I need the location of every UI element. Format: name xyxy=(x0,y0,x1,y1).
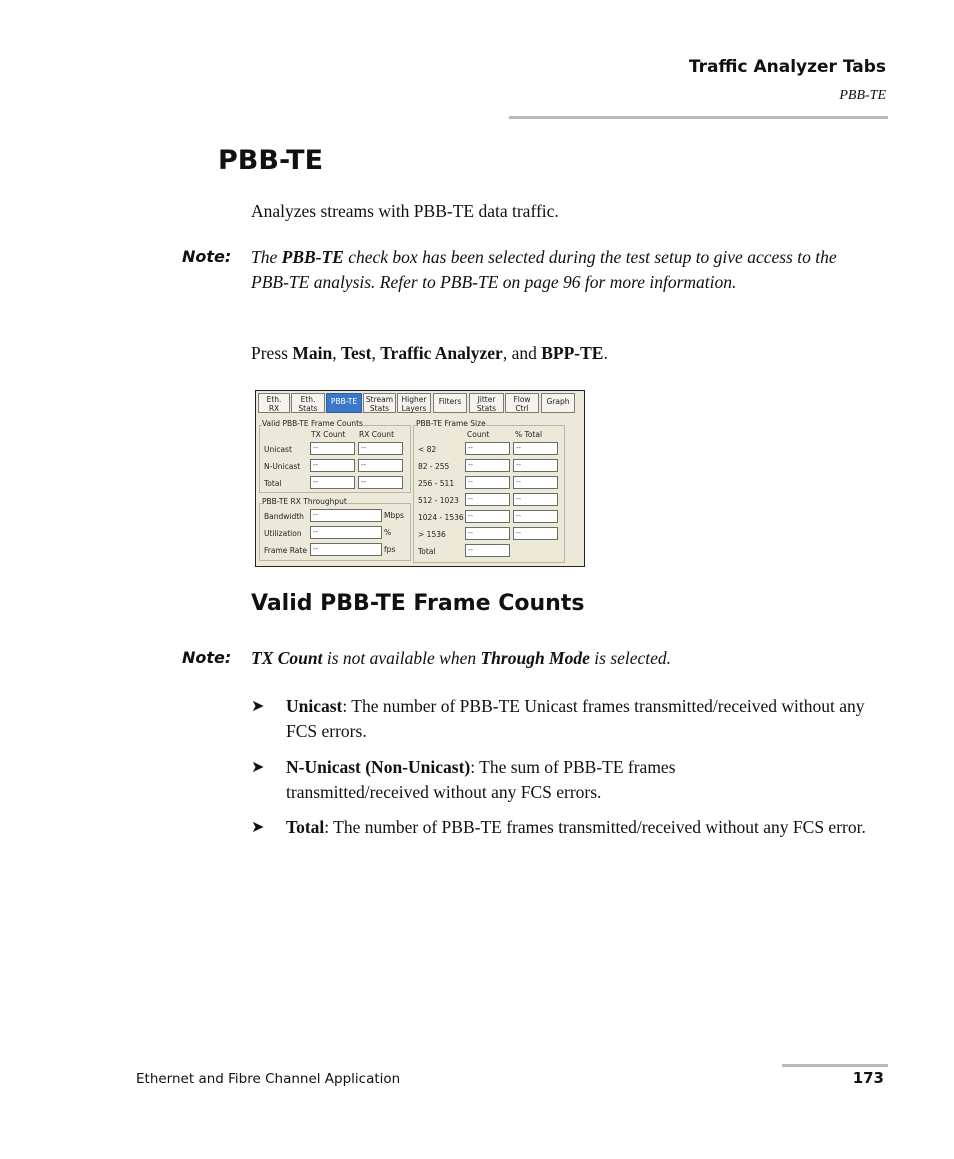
n-unicast-rx-field: -- xyxy=(358,459,403,472)
tab-jitter-stats[interactable] xyxy=(469,393,504,413)
size-total-label: Total xyxy=(418,547,436,556)
tab-label: Jitter xyxy=(477,395,496,404)
tab-label: Stats xyxy=(369,403,390,413)
pbb-te-screenshot xyxy=(255,390,585,567)
bullet-term: Unicast xyxy=(286,696,343,716)
arrow-bullet-icon: ➤ xyxy=(251,698,265,715)
utilization-label: Utilization xyxy=(264,529,302,538)
rx-count-header: RX Count xyxy=(359,430,395,439)
frame-rate-label: Frame Rate xyxy=(264,546,307,555)
tab-eth-stats[interactable] xyxy=(291,393,325,413)
size-pct-field: -- xyxy=(513,459,558,472)
utilization-unit: % xyxy=(384,528,392,537)
bullet-desc: : The number of PBB-TE frames transmitted/received without any FCS error. xyxy=(324,817,866,837)
size-label: 512 - 1023 xyxy=(418,496,459,505)
bullet-text xyxy=(286,815,887,840)
header-rule xyxy=(509,116,888,119)
footer-rule xyxy=(782,1064,888,1067)
note-through-mode xyxy=(251,646,861,671)
press-traffic-analyzer: Traffic Analyzer xyxy=(380,343,503,363)
bullet-desc: : The sum of PBB-TE frames transmitted/received without any FCS errors. xyxy=(286,757,676,802)
tab-label: Layers xyxy=(401,403,427,413)
tab-label: Higher xyxy=(401,395,427,404)
intro-paragraph: Analyzes streams with PBB-TE data traffic. xyxy=(251,201,559,221)
total-rx-field: -- xyxy=(358,476,403,489)
size-count-field: -- xyxy=(465,527,510,540)
tab-label: Eth. xyxy=(300,395,316,404)
note-post: check box has been selected during the test setup to give access to the PBB-TE analysis. Refer to PBB-TE on page 96 for more information. xyxy=(251,247,837,292)
frame-counts-title: Valid PBB-TE Frame Counts xyxy=(262,419,363,428)
size-pct-field: -- xyxy=(513,476,558,489)
bullet-text xyxy=(286,755,756,805)
bandwidth-field: -- xyxy=(310,509,382,522)
size-pct-field: -- xyxy=(513,510,558,523)
size-total-count-field: -- xyxy=(465,544,510,557)
press-sep1: , xyxy=(332,343,341,363)
note-pre: The xyxy=(251,247,282,267)
frame-size-title: PBB-TE Frame Size xyxy=(416,419,486,428)
bandwidth-label: Bandwidth xyxy=(264,512,304,521)
unicast-tx-field: -- xyxy=(310,442,355,455)
press-instruction xyxy=(251,341,608,366)
tab-graph[interactable] xyxy=(541,393,575,413)
size-pct-field: -- xyxy=(513,493,558,506)
tab-stream-stats[interactable] xyxy=(363,393,396,413)
size-pct-field: -- xyxy=(513,527,558,540)
bullet-desc: : The number of PBB-TE Unicast frames transmitted/received without any FCS errors. xyxy=(286,696,865,741)
size-count-field: -- xyxy=(465,510,510,523)
total-label: Total xyxy=(264,479,282,488)
press-main: Main xyxy=(292,343,333,363)
tab-label: Stats xyxy=(298,403,318,413)
press-test: Test xyxy=(340,343,372,363)
press-sep3: , and xyxy=(502,343,542,363)
tab-label: Graph xyxy=(546,397,570,406)
unicast-rx-field: -- xyxy=(358,442,403,455)
bullet-term: Total xyxy=(286,817,325,837)
pct-total-header: % Total xyxy=(515,430,543,439)
size-count-field: -- xyxy=(465,442,510,455)
press-bpp-te: BPP-TE xyxy=(541,343,604,363)
footer-doc-title: Ethernet and Fibre Channel Application xyxy=(136,1071,401,1087)
running-header-title: Traffic Analyzer Tabs xyxy=(688,57,886,77)
size-label: 1024 - 1536 xyxy=(418,513,464,522)
tab-pbb-te[interactable] xyxy=(326,393,362,413)
unicast-label: Unicast xyxy=(264,445,292,454)
frame-rate-unit: fps xyxy=(384,545,396,554)
count-header: Count xyxy=(467,430,490,439)
bullet-term: N-Unicast (Non-Unicast) xyxy=(286,757,471,777)
arrow-bullet-icon: ➤ xyxy=(251,819,265,836)
note-label: Note: xyxy=(182,648,232,667)
size-pct-field: -- xyxy=(513,442,558,455)
note2-through-mode: Through Mode xyxy=(480,648,590,668)
bullet-n-unicast xyxy=(251,755,887,805)
size-label: > 1536 xyxy=(418,530,446,539)
bullet-unicast xyxy=(251,694,887,744)
press-end: . xyxy=(603,343,608,363)
note2-tx-count: TX Count xyxy=(251,648,323,668)
tx-count-header: TX Count xyxy=(311,430,346,439)
note2-text-end: is selected. xyxy=(589,648,672,668)
tab-label: Stats xyxy=(476,403,497,413)
utilization-field: -- xyxy=(310,526,382,539)
n-unicast-tx-field: -- xyxy=(310,459,355,472)
tab-label: PBB-TE xyxy=(330,397,358,406)
total-tx-field: -- xyxy=(310,476,355,489)
arrow-bullet-icon: ➤ xyxy=(251,759,265,776)
size-count-field: -- xyxy=(465,476,510,489)
bandwidth-unit: Mbps xyxy=(384,511,404,520)
size-count-field: -- xyxy=(465,459,510,472)
size-label: 256 - 511 xyxy=(418,479,455,488)
throughput-title: PBB-TE RX Throughput xyxy=(262,497,347,506)
bullet-total xyxy=(251,815,887,840)
size-label: < 82 xyxy=(418,445,437,454)
n-unicast-label: N-Unicast xyxy=(264,462,301,471)
note2-text: is not available when xyxy=(322,648,481,668)
tab-label: RX xyxy=(268,403,280,413)
size-count-field: -- xyxy=(465,493,510,506)
frame-rate-field: -- xyxy=(310,543,382,556)
page-heading: PBB-TE xyxy=(218,145,324,176)
tab-filters[interactable] xyxy=(433,393,467,413)
note-pbb-te xyxy=(251,245,861,294)
tab-eth-rx[interactable] xyxy=(258,393,290,413)
page-number: 173 xyxy=(852,1069,884,1087)
size-label: 82 - 255 xyxy=(418,462,450,471)
tab-label: Ctrl xyxy=(515,403,529,413)
tab-flow-ctrl[interactable] xyxy=(505,393,539,413)
press-pre: Press xyxy=(251,343,293,363)
tab-label: Stream xyxy=(365,395,394,404)
tab-label: Flow xyxy=(513,395,531,404)
tab-label: Eth. xyxy=(266,395,282,404)
bullet-text xyxy=(286,694,887,744)
note-label: Note: xyxy=(182,247,232,266)
press-sep2: , xyxy=(371,343,381,363)
tab-higher-layers[interactable] xyxy=(397,393,431,413)
note-bold: PBB-TE xyxy=(281,247,344,267)
section-subheading: Valid PBB-TE Frame Counts xyxy=(251,591,585,616)
tab-label: Filters xyxy=(438,397,462,406)
running-header-subsection: PBB-TE xyxy=(839,88,886,103)
